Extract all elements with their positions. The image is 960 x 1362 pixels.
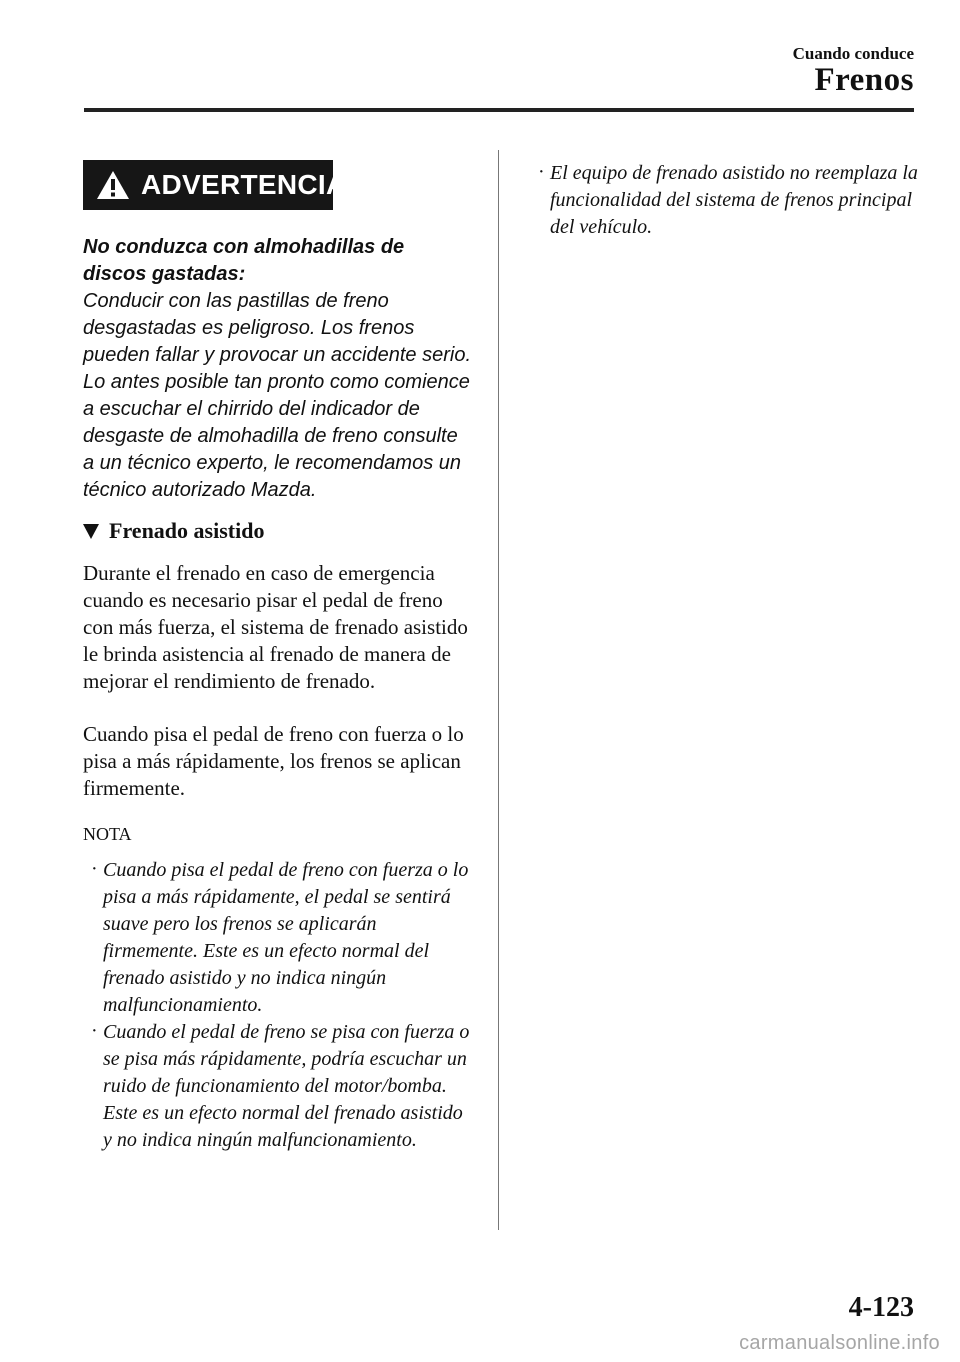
list-item: · Cuando el pedal de freno se pisa con fuerza o se pisa más rápidamente, podría escuchar un ruido de funcionamiento del motor/bomba. Este es un efecto normal del frenado asistido y no indica ningún malfuncionamiento. — [91, 1020, 470, 1151]
list-item: · Cuando pisa el pedal de freno con fuerza o lo pisa a más rápidamente, el pedal se sentirá suave pero los frenos se aplicarán firmemente. Este es un efecto normal del frenado asistido y no indica ningún malfuncionamiento. — [91, 858, 469, 1016]
watermark: carmanualsonline.info — [739, 1332, 940, 1354]
column-divider — [498, 150, 499, 1230]
bullet-icon: · — [91, 858, 98, 880]
warning-label: ADVERTENCIA — [141, 169, 347, 200]
page-number: 4-123 — [848, 1292, 914, 1323]
warning-banner — [83, 160, 347, 210]
list-item: · El equipo de frenado asistido no reemplaza la funcionalidad del sistema de frenos principal del vehículo. — [538, 161, 918, 238]
warning-heading: No conduzca con almohadillas de discos gastadas: — [83, 236, 405, 285]
note-list — [83, 857, 473, 1154]
paragraph: Durante el frenado en caso de emergencia cuando es necesario pisar el pedal de freno con más fuerza, el sistema de frenado asistido le brinda asistencia al frenado de manera de mejorar el rendimiento de frenado. — [83, 561, 468, 693]
bullet-icon: · — [538, 161, 545, 183]
page-title: Frenos — [814, 62, 914, 98]
header-divider — [84, 108, 914, 112]
warning-body: Conducir con las pastillas de freno desgastadas es peligroso. Los frenos pueden fallar y provocar un accidente serio. Lo antes posible tan pronto como comience a escuchar el chirrido del indicador de desgaste de almohadilla de freno consulte a un técnico experto, le recomendamos un técnico autorizado Mazda. — [83, 290, 472, 501]
warning-text — [83, 234, 473, 504]
right-column — [530, 160, 920, 241]
bullet-icon: · — [91, 1020, 98, 1042]
triangle-down-icon — [83, 524, 99, 539]
note-list-continued — [530, 160, 920, 241]
warning-triangle-icon — [95, 169, 131, 201]
note-label: NOTA — [83, 824, 132, 844]
section-title: Frenado asistido — [109, 518, 265, 543]
section-heading — [83, 518, 473, 544]
paragraph: Cuando pisa el pedal de freno con fuerza o lo pisa a más rápidamente, los frenos se aplican firmemente. — [83, 722, 464, 800]
left-column — [83, 160, 473, 1154]
chapter-title: Cuando conduce — [792, 44, 914, 63]
